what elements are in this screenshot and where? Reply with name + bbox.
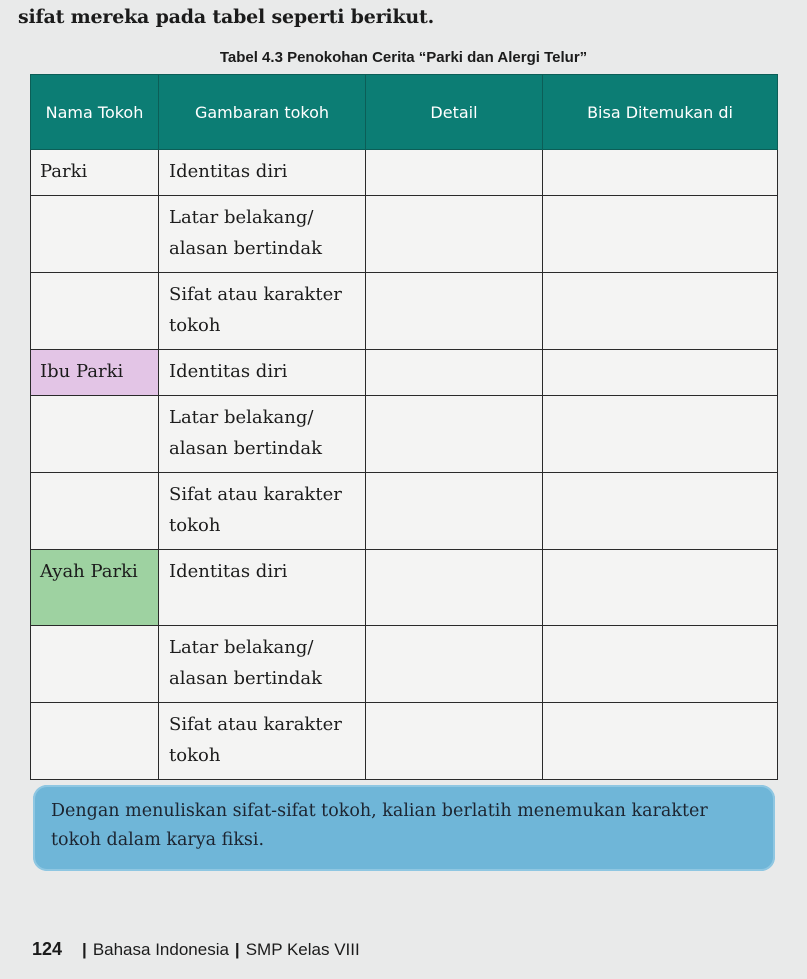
intro-text: sifat mereka pada tabel seperti berikut. — [18, 6, 435, 28]
table-caption: Tabel 4.3 Penokohan Cerita “Parki dan Alergi Telur” — [219, 49, 588, 66]
detail-cell[interactable] — [366, 473, 543, 550]
tip-box — [33, 785, 775, 871]
found-in-cell[interactable] — [543, 473, 778, 550]
footer-subject: Bahasa Indonesia — [92, 940, 229, 959]
header-detail: Detail — [366, 75, 543, 150]
header-bisa-ditemukan: Bisa Ditemukan di — [543, 75, 778, 150]
table-row — [31, 550, 778, 626]
table-header-row — [31, 75, 778, 150]
name-cell — [31, 473, 159, 550]
found-in-cell[interactable] — [543, 396, 778, 473]
name-cell — [31, 273, 159, 350]
table-row — [31, 626, 778, 703]
detail-cell[interactable] — [366, 396, 543, 473]
detail-cell[interactable] — [366, 196, 543, 273]
page-footer — [32, 939, 360, 960]
header-nama-tokoh: Nama Tokoh — [31, 75, 159, 150]
table-row — [31, 196, 778, 273]
footer-separator: | — [234, 940, 240, 959]
table-row — [31, 703, 778, 780]
table-row — [31, 273, 778, 350]
found-in-cell[interactable] — [543, 273, 778, 350]
aspect-cell: Sifat atau karakter tokoh — [159, 473, 366, 550]
aspect-cell: Identitas diri — [159, 150, 366, 196]
detail-cell[interactable] — [366, 150, 543, 196]
aspect-cell: Identitas diri — [159, 350, 366, 396]
characterization-table — [30, 74, 778, 780]
found-in-cell[interactable] — [543, 196, 778, 273]
table-row — [31, 350, 778, 396]
tip-text: Dengan menuliskan sifat-sifat tokoh, kalian berlatih menemukan karakter tokoh dalam karya fiksi. — [51, 801, 708, 850]
name-cell — [31, 196, 159, 273]
found-in-cell[interactable] — [543, 703, 778, 780]
aspect-cell: Latar belakang/ alasan bertindak — [159, 196, 366, 273]
detail-cell[interactable] — [366, 273, 543, 350]
aspect-cell: Latar belakang/ alasan bertindak — [159, 626, 366, 703]
found-in-cell[interactable] — [543, 150, 778, 196]
found-in-cell[interactable] — [543, 350, 778, 396]
found-in-cell[interactable] — [543, 626, 778, 703]
footer-grade: SMP Kelas VIII — [245, 940, 360, 959]
aspect-cell: Sifat atau karakter tokoh — [159, 703, 366, 780]
name-cell-ayah-parki: Ayah Parki — [31, 550, 159, 626]
name-cell — [31, 626, 159, 703]
detail-cell[interactable] — [366, 350, 543, 396]
table-row — [31, 396, 778, 473]
header-gambaran-tokoh: Gambaran tokoh — [159, 75, 366, 150]
table-row — [31, 473, 778, 550]
detail-cell[interactable] — [366, 703, 543, 780]
detail-cell[interactable] — [366, 550, 543, 626]
name-cell — [31, 703, 159, 780]
name-cell — [31, 396, 159, 473]
name-cell-ibu-parki: Ibu Parki — [31, 350, 159, 396]
footer-separator: | — [82, 940, 87, 959]
table-row — [31, 150, 778, 196]
detail-cell[interactable] — [366, 626, 543, 703]
page-number: 124 — [32, 939, 63, 959]
aspect-cell: Sifat atau karakter tokoh — [159, 273, 366, 350]
name-cell-parki: Parki — [31, 150, 159, 196]
found-in-cell[interactable] — [543, 550, 778, 626]
aspect-cell: Identitas diri — [159, 550, 366, 626]
aspect-cell: Latar belakang/ alasan bertindak — [159, 396, 366, 473]
